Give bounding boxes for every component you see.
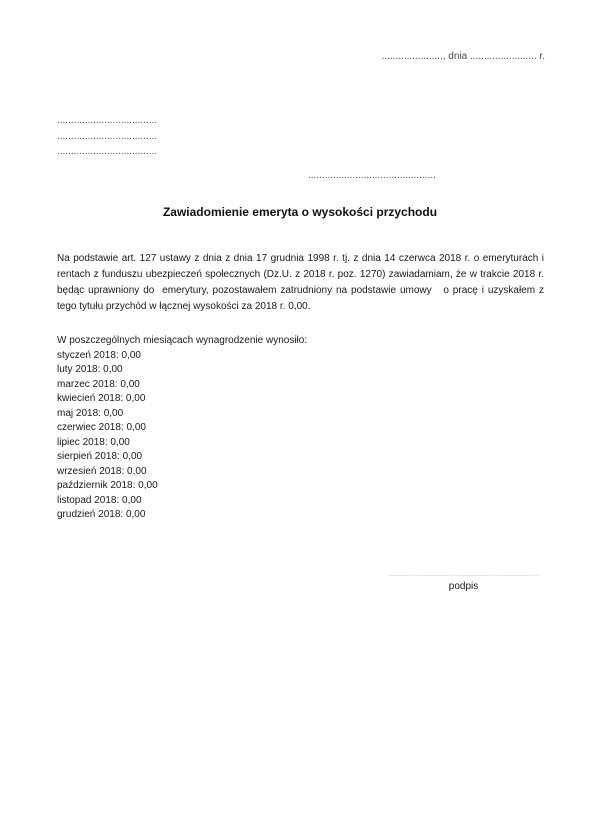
monthly-income-item: wrzesień 2018: 0,00 (57, 465, 147, 477)
monthly-income-item: październik 2018: 0,00 (57, 480, 158, 491)
monthly-income-item: maj 2018: 0,00 (57, 407, 124, 419)
monthly-income-item: kwiecień 2018: 0,00 (57, 393, 146, 404)
recipient-blank-line: .............................................. (308, 170, 436, 181)
monthly-income-list (57, 349, 307, 523)
document-title: Zawiadomienie emeryta o wysokości przychodu (162, 205, 438, 219)
sender-address-block (57, 113, 157, 160)
monthly-income-item: marzec 2018: 0,00 (57, 378, 140, 390)
monthly-income-section (57, 334, 307, 523)
paragraph-line: rentach z funduszu ubezpieczeń społecznych (Dz.U. z 2018 r. poz. 1270) zawiadamiam, że w trakcie 2018 r. (57, 269, 544, 280)
monthly-income-item: luty 2018: 0,00 (57, 364, 123, 375)
sender-blank-line: .................................... (57, 130, 158, 142)
paragraph-line: tego tytułu przychód w łącznej wysokości za 2018 r. 0,00. (57, 301, 311, 312)
signature-label: podpis (448, 581, 479, 592)
monthly-income-item: sierpień 2018: 0,00 (57, 451, 143, 462)
sender-blank-line: .................................... (57, 146, 158, 157)
date-place-blank-line: ......................, dnia ........................ r. (381, 51, 545, 62)
monthly-income-item: czerwiec 2018: 0,00 (57, 422, 146, 433)
monthly-income-intro: W poszczególnych miesiącach wynagrodzenie wynosiło: (57, 335, 308, 346)
legal-basis-paragraph (57, 251, 544, 315)
monthly-income-item: lipiec 2018: 0,00 (57, 436, 130, 448)
paragraph-line: będąc uprawniony do emerytury, pozostawałem zatrudniony na podstawie umowy o pracę i uzyskałem z (57, 285, 544, 296)
sender-blank-line: .................................... (57, 115, 158, 126)
monthly-income-item: listopad 2018: 0,00 (57, 494, 142, 506)
signature-blank-line: .......................................................................................... (388, 572, 539, 578)
monthly-income-item: grudzień 2018: 0,00 (57, 509, 146, 520)
paragraph-line: Na podstawie art. 127 ustawy z dnia z dnia 17 grudnia 1998 r. tj. z dnia 14 czerwca 2018 r. o emeryturach i (57, 253, 544, 264)
signature-area (385, 570, 542, 594)
monthly-income-item: styczeń 2018: 0,00 (57, 349, 141, 361)
